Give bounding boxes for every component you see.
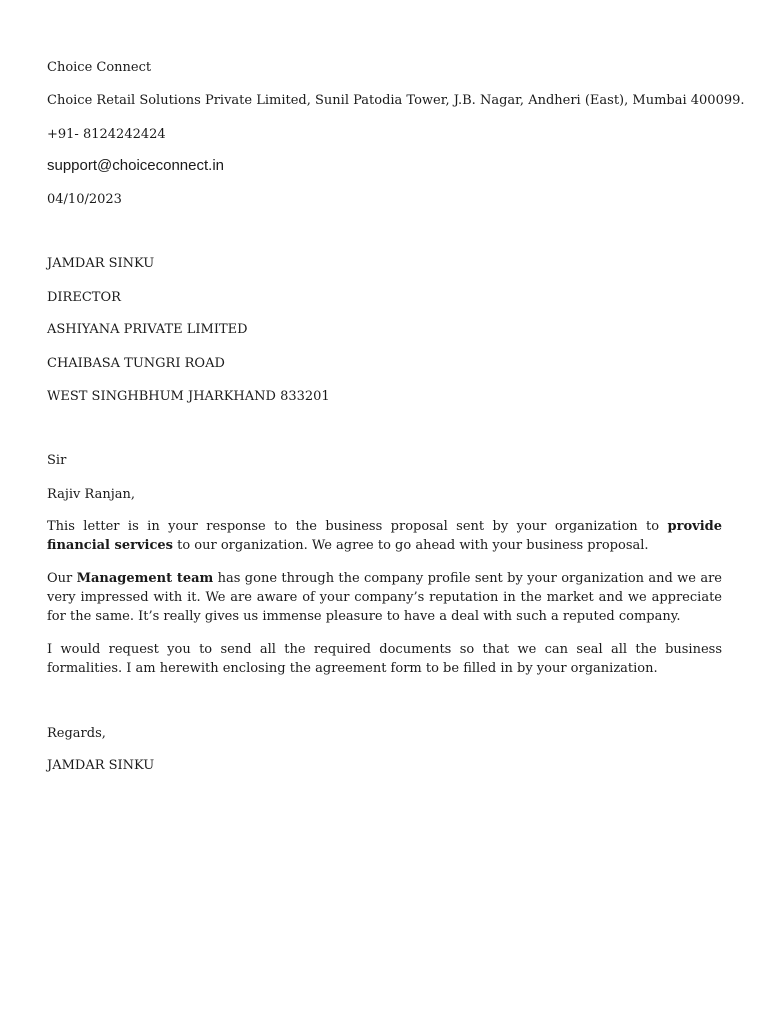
- addressee: Rajiv Ranjan,: [47, 487, 135, 502]
- sender-address: Choice Retail Solutions Private Limited, Sunil Patodia Tower, J.B. Nagar, Andheri (East), Mumbai 400099.: [47, 93, 745, 108]
- sender-email: support@choiceconnect.in: [47, 157, 224, 174]
- salutation: Sir: [47, 453, 67, 468]
- body-paragraph-2: Our Management team has gone through the company profile sent by your organization and we are very impressed with it. We are aware of your company’s reputation in the market and we appreciate for the same. It’s really gives us immense pleasure to have a deal with such a reputed company.: [47, 571, 723, 624]
- recipient-title: DIRECTOR: [47, 290, 121, 305]
- recipient-name: JAMDAR SINKU: [47, 256, 155, 271]
- closing: Regards,: [47, 726, 106, 741]
- body-paragraph-1: This letter is in your response to the business proposal sent by your organization to provide financial services to our organization. We agree to go ahead with your business proposal.: [47, 519, 722, 553]
- letter-date: 04/10/2023: [47, 192, 122, 207]
- bold-phrase: provide financial services: [47, 519, 722, 553]
- recipient-city: WEST SINGHBHUM JHARKHAND 833201: [47, 389, 330, 404]
- recipient-street: CHAIBASA TUNGRI ROAD: [47, 356, 225, 371]
- sender-phone: +91- 8124242424: [47, 127, 166, 142]
- signature-name: JAMDAR SINKU: [47, 758, 155, 773]
- recipient-company: ASHIYANA PRIVATE LIMITED: [47, 322, 248, 337]
- bold-phrase: Management team: [76, 571, 214, 586]
- body-paragraph-3: I would request you to send all the required documents so that we can seal all the business formalities. I am herewith enclosing the agreement form to be filled in by your organization.: [47, 642, 722, 676]
- sender-name: Choice Connect: [47, 60, 152, 75]
